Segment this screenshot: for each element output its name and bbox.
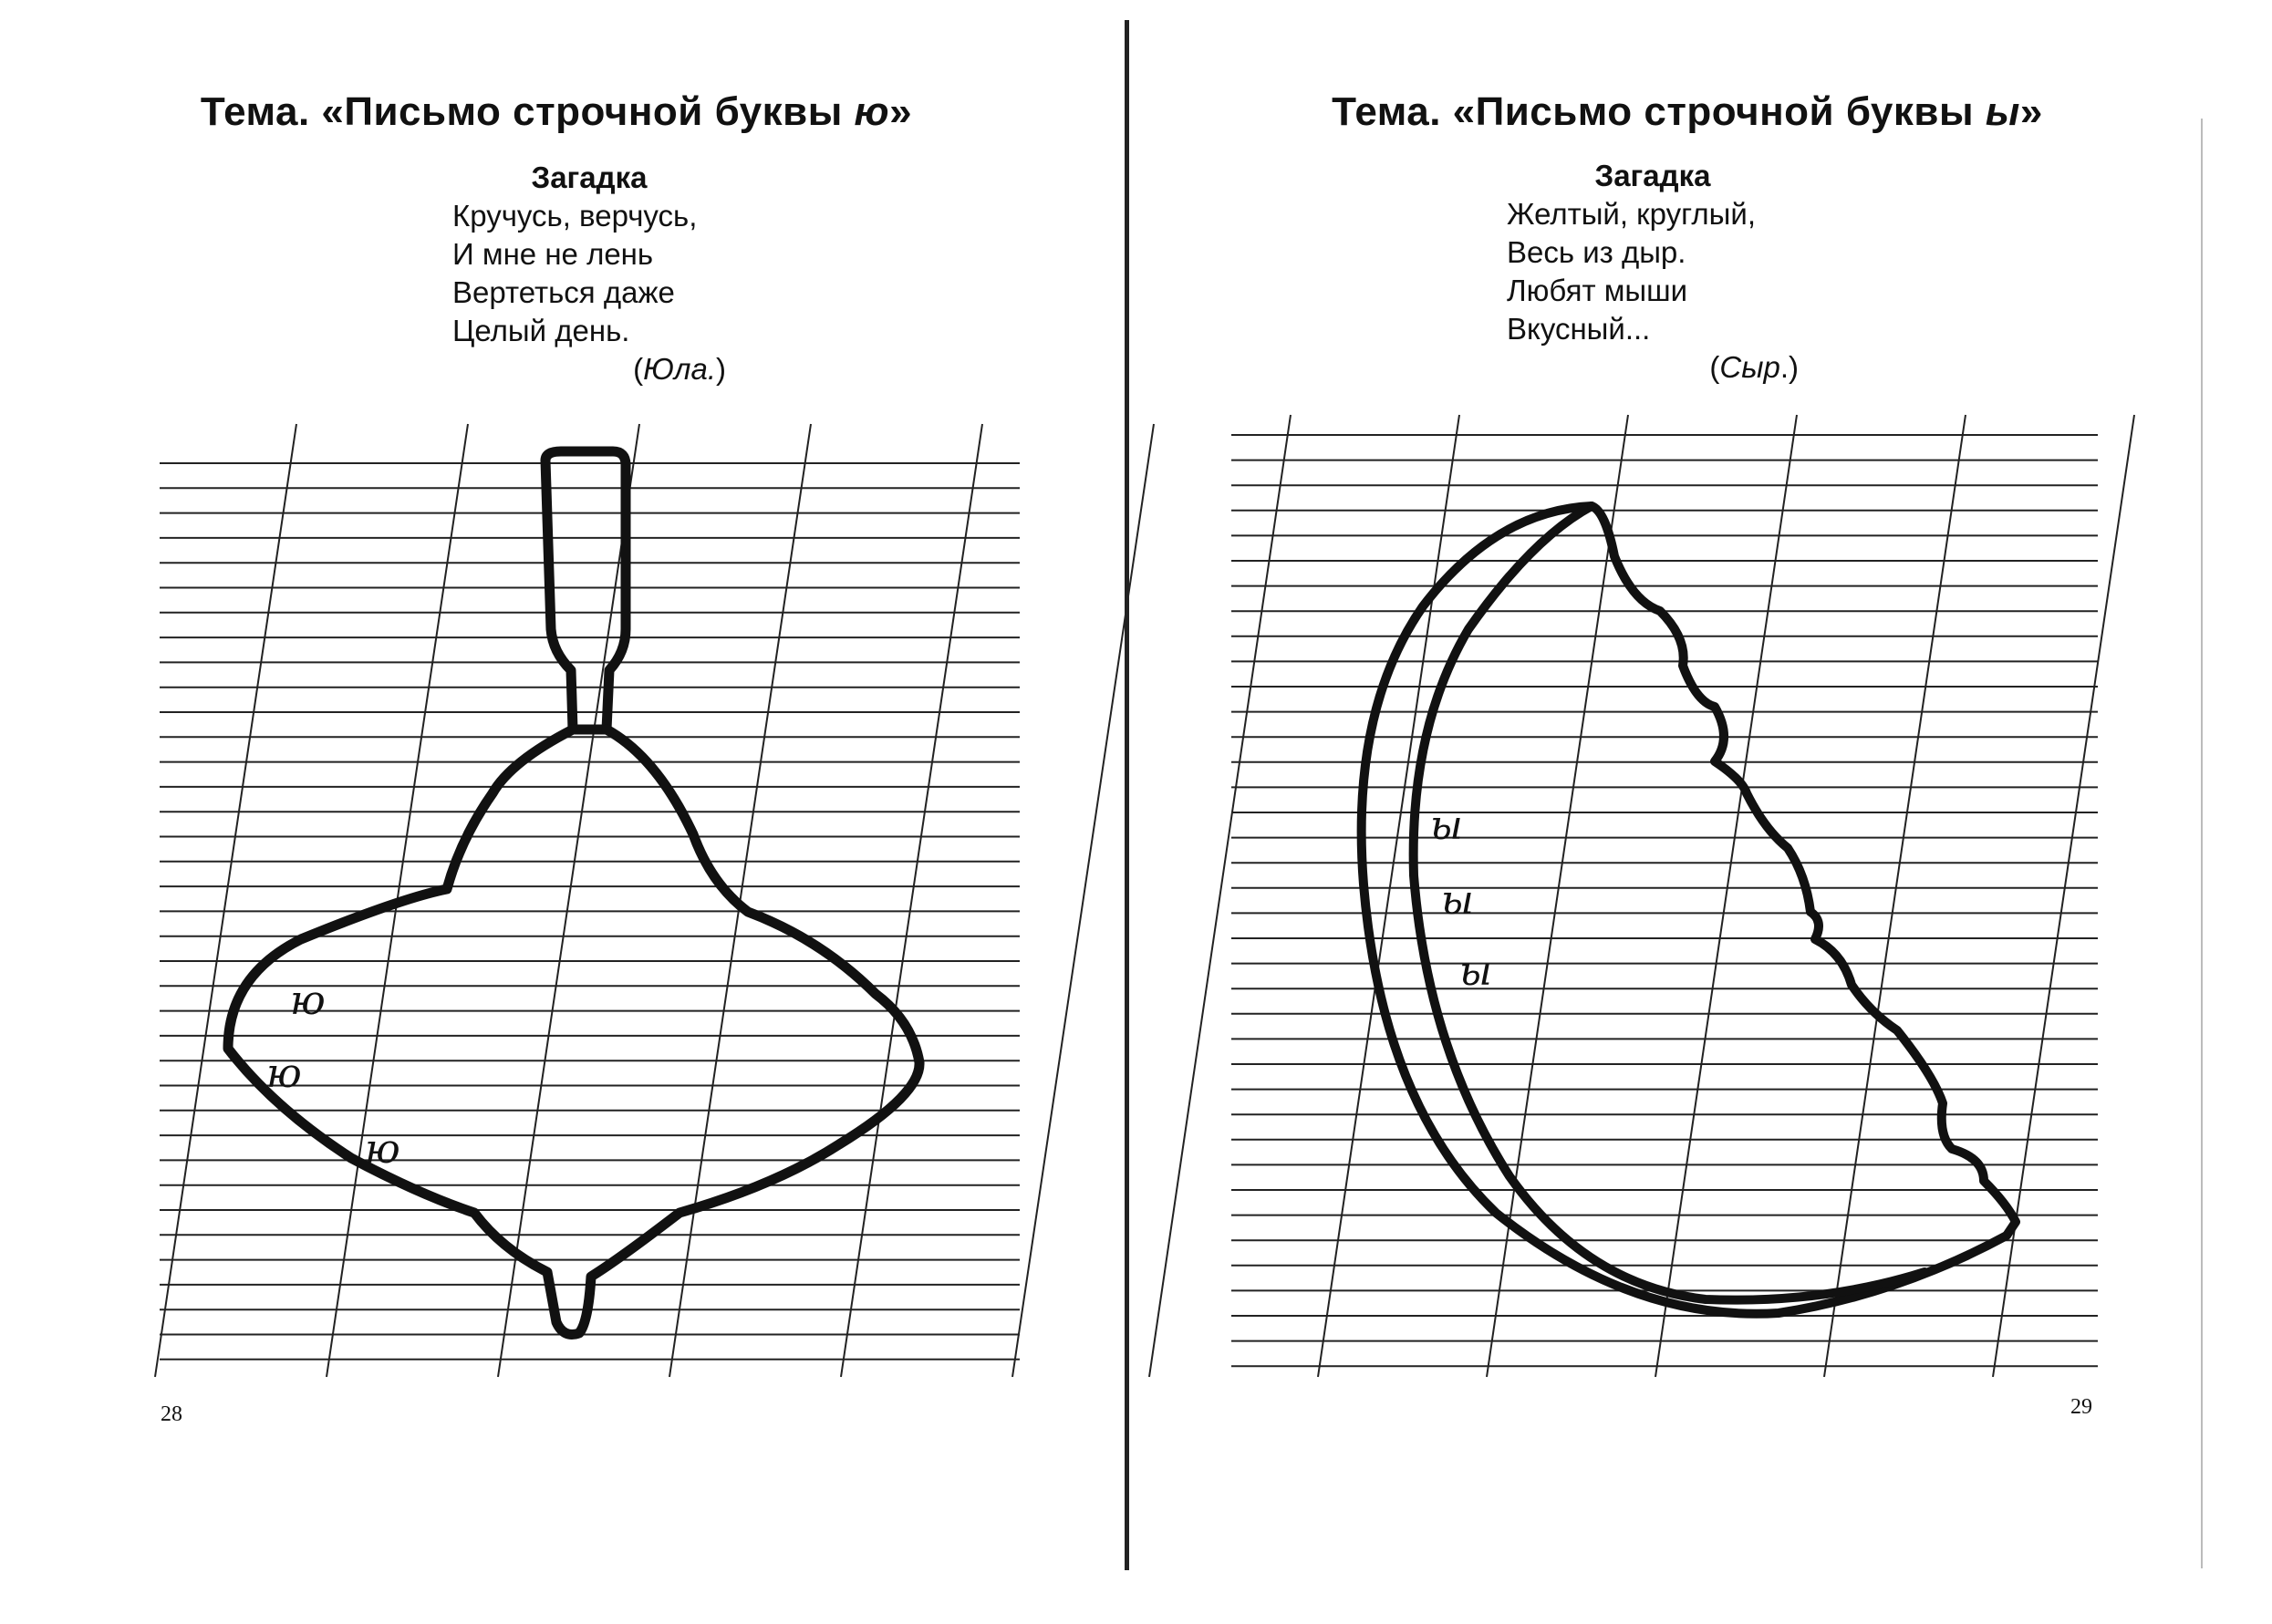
riddle-answer: (Сыр.) xyxy=(1709,350,1799,384)
spinning-top-body xyxy=(228,729,919,1335)
riddle-line-1: Желтый, круглый, xyxy=(1507,197,1756,231)
slant-line-5 xyxy=(1993,415,2134,1377)
answer-word: Сыр xyxy=(1719,350,1780,384)
page-number-left: 28 xyxy=(161,1402,182,1426)
cheese-cut-edge xyxy=(1592,506,2016,1236)
riddle-line-3: Вертеться даже xyxy=(452,275,675,309)
slant-line-4 xyxy=(841,424,982,1377)
traced-letter-right-2: ы xyxy=(1441,877,1474,924)
traced-letter-left-2: ю xyxy=(266,1050,302,1097)
riddle-line-2: Весь из дыр. xyxy=(1507,235,1686,269)
slant-line-1 xyxy=(1318,415,1459,1377)
traced-letter-left-3: ю xyxy=(365,1126,400,1173)
riddle-line-4: Вкусный... xyxy=(1507,312,1651,346)
spinning-top-drawing xyxy=(228,451,919,1335)
slant-line-5 xyxy=(1012,424,1154,1377)
title-close: » xyxy=(889,89,913,134)
title-text: Тема. «Письмо строчной буквы xyxy=(200,89,855,134)
title-close: » xyxy=(2019,89,2043,134)
title-letter: ю xyxy=(854,89,890,134)
traced-letter-left-1: ю xyxy=(290,978,326,1024)
traced-letter-right-3: ы xyxy=(1459,948,1492,995)
riddle-heading: Загадка xyxy=(1594,159,1711,192)
slant-line-0 xyxy=(155,424,296,1377)
slant-line-2 xyxy=(498,424,639,1377)
riddle-line-1: Кручусь, верчусь, xyxy=(452,199,698,233)
slant-line-0 xyxy=(1149,415,1291,1377)
riddle-line-2: И мне не лень xyxy=(452,237,654,271)
title-letter: ы xyxy=(1985,89,2020,134)
slant-line-3 xyxy=(1655,415,1797,1377)
traced-letter-right-1: ы xyxy=(1430,802,1463,849)
riddle-answer: (Юла.) xyxy=(633,352,726,386)
page-number-right: 29 xyxy=(2070,1395,2092,1419)
riddle-line-3: Любят мыши xyxy=(1507,274,1688,307)
answer-word: Юла. xyxy=(643,352,716,386)
slant-line-4 xyxy=(1824,415,1966,1377)
right-ruled-grid xyxy=(1149,415,2134,1377)
riddle-heading: Загадка xyxy=(531,160,648,194)
title-text: Тема. «Письмо строчной буквы xyxy=(1332,89,1986,134)
riddle-line-4: Целый день. xyxy=(452,314,630,347)
